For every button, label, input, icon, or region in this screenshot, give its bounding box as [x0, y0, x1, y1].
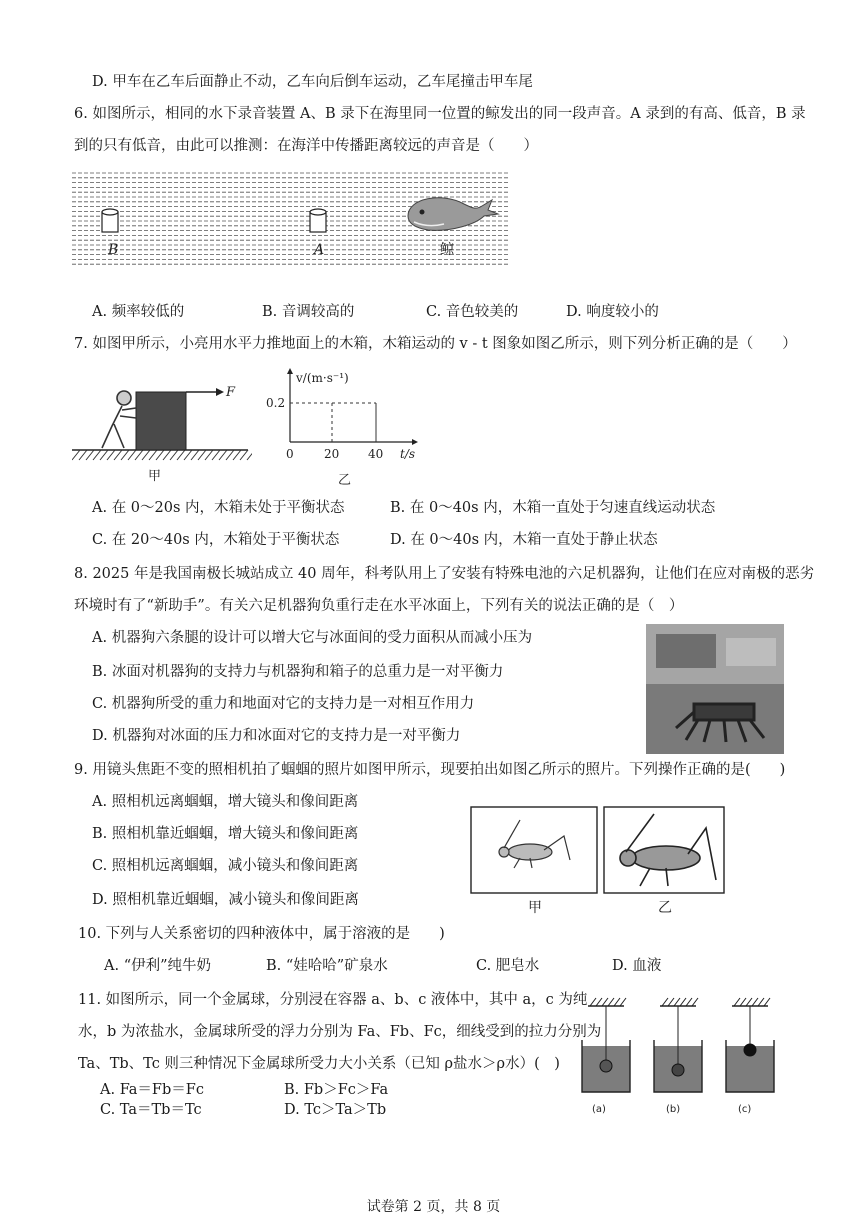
q6-option-d[interactable]: D. 响度较小的 [566, 304, 659, 320]
q11-stem-line3: Ta、Tb、Tc 则三种情况下金属球所受力大小关系（已知 ρ盐水＞ρ水）( ) [78, 1056, 560, 1072]
q9-option-c[interactable]: C. 照相机远离蝈蝈，减小镜头和像间距离 [92, 858, 359, 874]
chart-ylabel: v/(m·s⁻¹) [296, 371, 349, 385]
q9-option-d[interactable]: D. 照相机靠近蝈蝈，减小镜头和像间距离 [92, 892, 359, 908]
q8-option-c[interactable]: C. 机器狗所受的重力和地面对它的支持力是一对相互作用力 [92, 696, 475, 712]
person-pushing-icon [102, 391, 136, 448]
q7-push-figure [72, 368, 252, 484]
q11-stem-line2: 水，b 为浓盐水，金属球所受的浮力分别为 Fa、Fb、Fc，细线受到的拉力分别为 [78, 1024, 602, 1040]
q11-option-b[interactable]: B. Fb＞Fc＞Fa [284, 1082, 389, 1098]
q6-stem-line1: 6. 如图所示，相同的水下录音装置 A、B 录下在海里同一位置的鲸发出的同一段声音。A 录到的有高、低音，B 录 [74, 106, 806, 122]
robot-dog-photo [646, 624, 784, 754]
q11-option-c[interactable]: C. Ta＝Tb＝Tc [100, 1102, 202, 1118]
chart-ytick: 0.2 [266, 396, 286, 410]
q9-grasshopper-figure [470, 806, 728, 918]
label-b: (b) [666, 1104, 681, 1115]
q8-stem-line1: 8. 2025 年是我国南极长城站成立 40 周年，科考队用上了安装有特殊电池的六足机器狗，让他们在应对南极的恶劣 [74, 566, 815, 582]
fig-yi-label: 乙 [658, 900, 672, 916]
q11-option-d[interactable]: D. Tc＞Ta＞Tb [284, 1102, 387, 1118]
q6-option-c[interactable]: C. 音色较美的 [426, 304, 519, 320]
label-c: (c) [738, 1104, 752, 1115]
chart-xlabel: t/s [400, 447, 416, 461]
q7-option-c[interactable]: C. 在 20～40s 内，木箱处于平衡状态 [92, 532, 340, 548]
q9-stem-line1: 9. 用镜头焦距不变的照相机拍了蝈蝈的照片如图甲所示，现要拍出如图乙所示的照片。下列操作正确的是( ) [74, 762, 786, 778]
prev-option-d: D. 甲车在乙车后面静止不动，乙车向后倒车运动，乙车尾撞击甲车尾 [92, 74, 533, 90]
q7-option-d[interactable]: D. 在 0～40s 内，木箱一直处于静止状态 [390, 532, 658, 548]
q9-option-a[interactable]: A. 照相机远离蝈蝈，增大镜头和像间距离 [92, 794, 359, 810]
label-whale: 鲸 [440, 242, 454, 258]
q7-option-a[interactable]: A. 在 0～20s 内，木箱未处于平衡状态 [92, 500, 345, 516]
label-a: (a) [592, 1104, 606, 1115]
q11-option-a[interactable]: A. Fa＝Fb＝Fc [100, 1082, 204, 1098]
metal-ball [600, 1060, 612, 1072]
ground-hatch [72, 450, 252, 460]
force-label: F [226, 385, 236, 400]
q10-option-d[interactable]: D. 血液 [612, 958, 662, 974]
q8-option-a[interactable]: A. 机器狗六条腿的设计可以增大它与冰面间的受力面积从而减小压为 [92, 630, 533, 646]
wooden-box [136, 392, 186, 450]
label-a: A [314, 242, 325, 258]
q8-option-d[interactable]: D. 机器狗对冰面的压力和冰面对它的支持力是一对平衡力 [92, 728, 461, 744]
xtick-0: 0 [286, 447, 294, 461]
label-b: B [108, 242, 119, 258]
q10-option-a[interactable]: A. “伊利”纯牛奶 [104, 958, 212, 974]
whale-icon [408, 198, 498, 231]
q6-sea-figure [72, 170, 512, 270]
xtick-20: 20 [324, 447, 340, 461]
fig-jia-label: 甲 [148, 469, 162, 484]
q6-option-a[interactable]: A. 频率较低的 [92, 304, 185, 320]
fig-jia-label: 甲 [528, 900, 542, 916]
xtick-40: 40 [368, 447, 384, 461]
q9-option-b[interactable]: B. 照相机靠近蝈蝈，增大镜头和像间距离 [92, 826, 359, 842]
q6-stem-line2: 到的只有低音，由此可以推测：在海洋中传播距离较远的声音是（ ） [74, 138, 538, 154]
q7-option-b[interactable]: B. 在 0～40s 内，木箱一直处于匀速直线运动状态 [390, 500, 716, 516]
metal-ball [672, 1064, 684, 1076]
page-footer: 试卷第 2 页，共 8 页 [366, 1199, 501, 1215]
q11-stem-line1: 11. 如图所示，同一个金属球，分别浸在容器 a、b、c 液体中，其中 a，c 为纯 [78, 992, 588, 1008]
q10-option-b[interactable]: B. “娃哈哈”矿泉水 [266, 958, 388, 974]
q10-option-c[interactable]: C. 肥皂水 [476, 958, 540, 974]
q8-option-b[interactable]: B. 冰面对机器狗的支持力与机器狗和箱子的总重力是一对平衡力 [92, 664, 504, 680]
q6-option-b[interactable]: B. 音调较高的 [262, 304, 355, 320]
q8-stem-line2: 环境时有了“新助手”。有关六足机器狗负重行走在水平冰面上，下列有关的说法正确的是（ ） [74, 598, 684, 614]
q7-vt-chart [262, 366, 432, 490]
fig-yi-label: 乙 [338, 473, 352, 488]
metal-ball [744, 1044, 756, 1056]
q11-containers-figure [574, 992, 780, 1122]
q10-stem-line1: 10. 下列与人关系密切的四种液体中，属于溶液的是 ) [78, 926, 445, 942]
q7-stem-line1: 7. 如图甲所示，小亮用水平力推地面上的木箱，木箱运动的 v - t 图象如图乙所示，则下列分析正确的是（ ） [74, 336, 797, 352]
